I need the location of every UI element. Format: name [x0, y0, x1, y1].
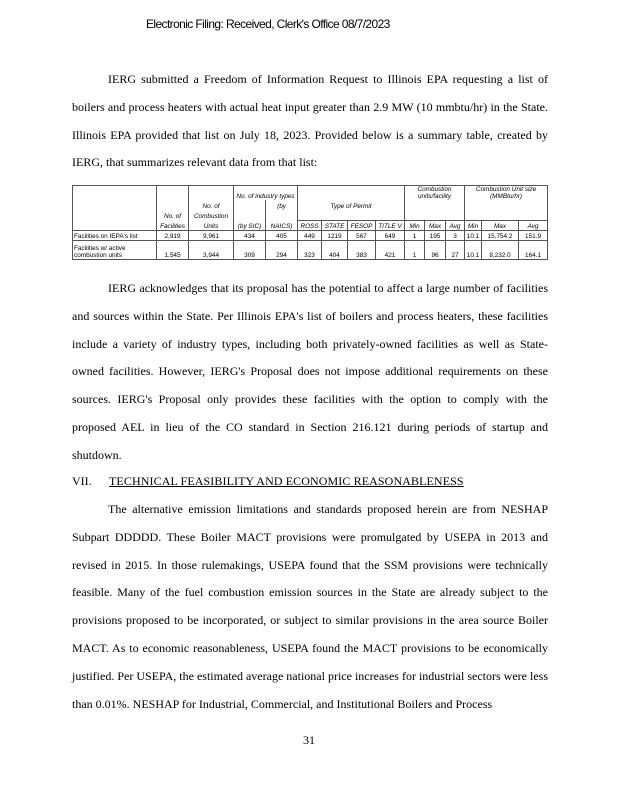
- header-cell-blank: [189, 186, 234, 201]
- section-title: TECHNICAL FEASIBILITY AND ECONOMIC REASONABLENESS: [109, 474, 464, 488]
- header-fesop: FESOP: [348, 220, 376, 230]
- cell-size-max: 15,754.2: [482, 230, 519, 240]
- cell-units-avg: 27: [446, 240, 465, 259]
- cell-size-min: 10.1: [465, 240, 482, 259]
- table-row: [73, 240, 548, 259]
- cell-units-max: 96: [425, 240, 446, 259]
- header-cell-blank: [405, 210, 465, 220]
- header-type-of-permit: Type of Permit: [298, 200, 405, 210]
- cell-units-max: 195: [425, 230, 446, 240]
- row-label: Facilities on IEPA's list: [73, 230, 157, 240]
- cell-units: 9,961: [189, 230, 234, 240]
- row-label: [73, 240, 157, 259]
- header-no-of-units-bot: Units: [189, 220, 234, 230]
- row-label-line: combustion units: [74, 251, 122, 259]
- row-label-line: Facilities w/ active: [74, 244, 126, 252]
- header-cell-blank: [298, 210, 405, 220]
- paragraph-text: IERG submitted a Freedom of Information Request to Illinois EPA requesting a list of boilers and process heaters with actual heat input greater than 2.9 MW (10 mmbtu/hr) in the State. Illinois EPA provided that list on July 18, 2023. Provided below is a summary table, created by IERG, that summarizes relevant data from that list:: [72, 72, 548, 170]
- cell-size-min: 10.1: [465, 230, 482, 240]
- header-ross: ROSS: [298, 220, 322, 230]
- header-units-avg: Avg: [446, 220, 465, 230]
- cell-units-min: 1: [405, 230, 425, 240]
- cell-sic: 434: [234, 230, 266, 240]
- header-size-max: Max: [482, 220, 519, 230]
- cell-state: 404: [322, 240, 348, 259]
- cell-ross: 449: [298, 230, 322, 240]
- cell-size-avg: 151.9: [519, 230, 548, 240]
- header-cell-blank: [73, 186, 157, 201]
- header-units-min: Min: [405, 220, 425, 230]
- header-cell-blank: [73, 200, 157, 210]
- header-combustion-units-per-facility: Combustion units/facility: [405, 186, 465, 201]
- header-units-max: Max: [425, 220, 446, 230]
- paragraph-text: The alternative emission limitations and standards proposed herein are from NESHAP Subpart DDDDD. These Boiler MACT provisions were promulgated by USEPA in 2013 and revised in 2015. In those rulemakings, USEPA found that the SSM provisions were technically feasible. Many of the fuel combustion emission sources in the State are already subject to the provisions proposed to be incorporated, or subject to similar provisions in the area source Boiler MACT. As to economic reasonableness, USEPA found the MACT provisions to be economically justified. Per USEPA, the estimated average national price increases for industrial sectors were less than 0.01%. NESHAP for Industrial, Commercial, and Institutional Boilers and Process: [72, 502, 548, 711]
- cell-title-v: 649: [376, 230, 405, 240]
- header-cell-blank: [405, 200, 465, 210]
- header-combustion-unit-size: Combustion Unit size (MMBtu/hr): [465, 186, 548, 201]
- cell-state: 1219: [322, 230, 348, 240]
- header-size-min: Min: [465, 220, 482, 230]
- cell-naics: 405: [266, 230, 298, 240]
- header-cell-blank: [465, 200, 548, 210]
- cell-facilities: 1,545: [157, 240, 189, 259]
- boiler-summary-table: [72, 185, 548, 260]
- cell-units: 3,944: [189, 240, 234, 259]
- cell-fesop: 567: [348, 230, 376, 240]
- cell-fesop: 383: [348, 240, 376, 259]
- cell-ross: 323: [298, 240, 322, 259]
- header-no-of-units-top: No. of: [189, 200, 234, 210]
- cell-naics: 294: [266, 240, 298, 259]
- header-cell-blank: [73, 220, 157, 230]
- header-no-of-facilities-bot: Facilities: [157, 220, 189, 230]
- header-cell-blank: [234, 200, 266, 210]
- header-no-of-units-mid: Combustion: [189, 210, 234, 220]
- paragraph-text: IERG acknowledges that its proposal has the potential to affect a large number of facilities and sources within the State. Per Illinois EPA's list of boilers and process heaters, these facilities include a variety of industry types, including both privately-owned facilities as well as State-owned facilities. However, IERG's Proposal does not impose additional requirements on these sources. IERG's Proposal only provides these facilities with the option to comply with the proposed AEL in lieu of the CO standard in Section 216.121 during periods of startup and shutdown.: [72, 281, 548, 462]
- header-cell-blank: [298, 186, 405, 201]
- paragraph-technical-feasibility: [72, 496, 548, 718]
- paragraph-proposal-impact: [72, 275, 548, 470]
- header-naics: NAICS): [266, 220, 298, 230]
- page-number: 31: [303, 733, 315, 747]
- cell-sic: 309: [234, 240, 266, 259]
- cell-size-avg: 164.1: [519, 240, 548, 259]
- paragraph-foia-request: [72, 66, 548, 177]
- cell-units-avg: 3: [446, 230, 465, 240]
- header-no-of-facilities-top: No. of: [157, 210, 189, 220]
- header-state: STATE: [322, 220, 348, 230]
- header-cell-blank: [157, 186, 189, 201]
- cell-size-max: 8,232.0: [482, 240, 519, 259]
- header-cell-blank: [234, 210, 266, 220]
- header-industry-types: No. of industry types: [234, 186, 298, 201]
- header-title-v: TITLE V: [376, 220, 405, 230]
- filing-stamp-header: Electronic Filing: Received, Clerk's Office 08/7/2023: [146, 17, 390, 31]
- header-size-avg: Avg: [519, 220, 548, 230]
- header-cell-blank: [73, 210, 157, 220]
- header-cell-blank: [266, 210, 298, 220]
- cell-facilities: 2,919: [157, 230, 189, 240]
- header-by: (by: [266, 200, 298, 210]
- section-heading: [72, 474, 548, 489]
- header-cell-blank: [157, 200, 189, 210]
- section-number: VII.: [72, 474, 92, 488]
- cell-title-v: 421: [376, 240, 405, 259]
- table-row: [73, 230, 548, 240]
- cell-units-min: 1: [405, 240, 425, 259]
- header-cell-blank: [465, 210, 548, 220]
- header-by-sic: (by SIC): [234, 220, 266, 230]
